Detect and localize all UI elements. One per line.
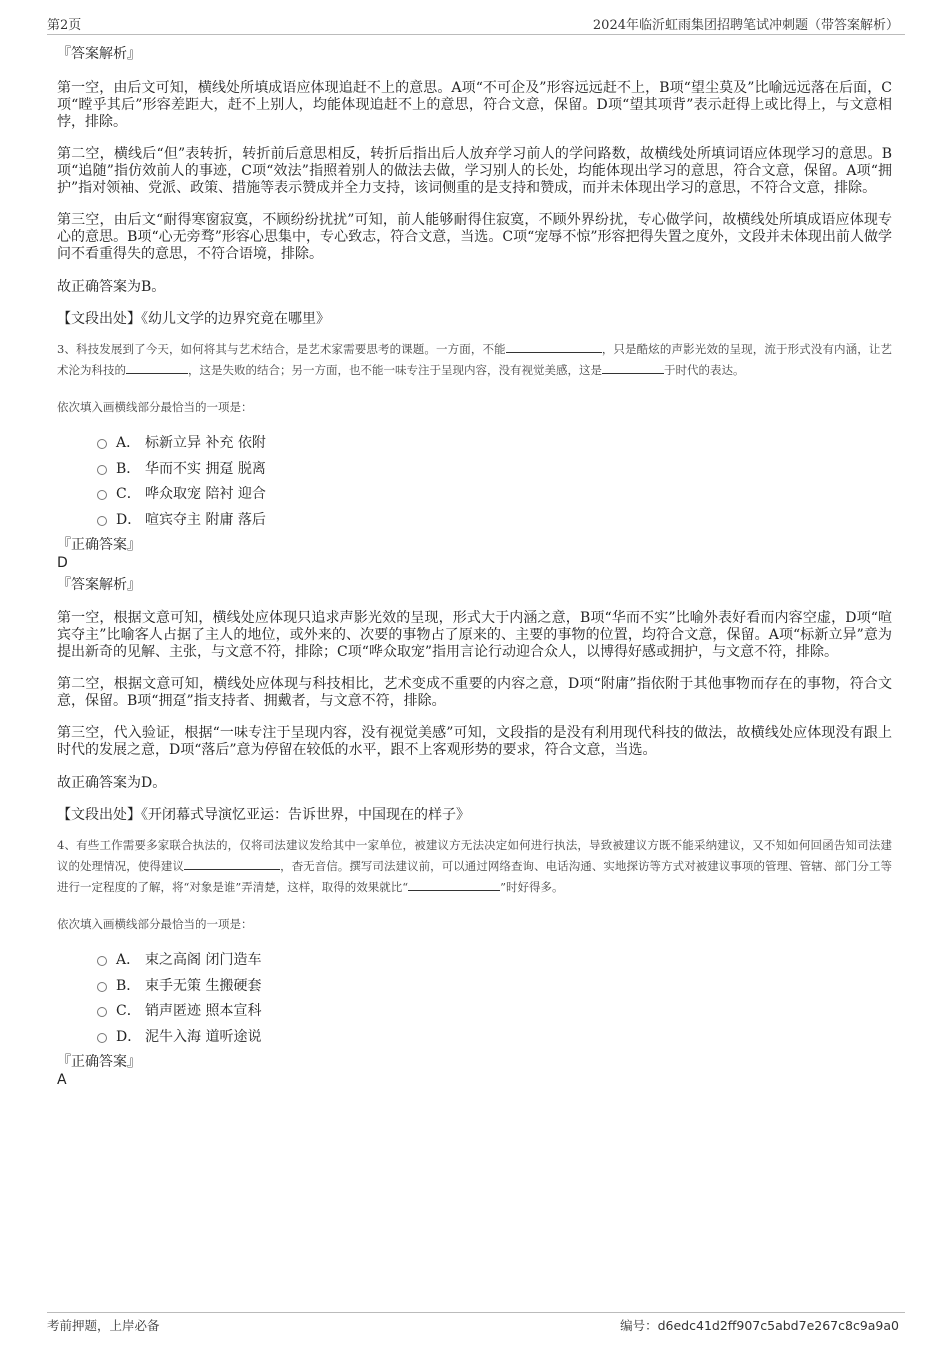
radio-icon[interactable] xyxy=(97,439,107,449)
correct-answer: A xyxy=(57,1072,67,1088)
option-b[interactable]: B． 华而不实 拥趸 脱离 xyxy=(57,457,892,483)
page-footer xyxy=(47,1312,905,1333)
radio-icon[interactable] xyxy=(97,982,107,992)
correct-answer: D xyxy=(57,555,68,571)
question-stem: 4、有些工作需要多家联合执法的，仅将司法建议发给其中一家单位，被建议方无法决定如何进行执法，导致被建议方既不能采纳建议，又不知如何回函告知司法建议的处理情况，使得建议 ，杳无音信。撰写司法建议前，可以通过网络查询、电话沟通、实地探访等方式对被建议事项的管理、管辖、部门分工等进行一定程度的了解，将“对象是谁”弄清楚，这样，取得的效果就比“ ”时好得多。 xyxy=(57,838,892,894)
source-citation: 【文段出处】《幼儿文学的边界究竟在哪里》 xyxy=(57,311,330,327)
option-c[interactable]: C． 哗众取宠 陪衬 迎合 xyxy=(57,482,892,508)
blank-instruction: 依次填入画横线部分最恰当的一项是： xyxy=(57,400,253,414)
analysis-paragraph: 第一空，根据文意可知，横线处应体现只追求声影光效的呈现，形式大于内涵之意，B项“华而不实”比喻外表好看而内容空虚，D项“喧宾夺主”比喻客人占据了主人的地位，或外来的、次要的事物占了原来的、主要的事物的位置，均符合文意，保留。A项“标新立异”意为提出新奇的见解、主张，与文意不符，排除；C项“哗众取宠”指用言论行动迎合众人，以博得好感或拥护，与文意不符，排除。 xyxy=(57,610,892,660)
option-d[interactable]: D． 喧宾夺主 附庸 落后 xyxy=(57,508,892,534)
option-a[interactable]: A． 标新立异 补充 依附 xyxy=(57,431,892,457)
radio-icon[interactable] xyxy=(97,1033,107,1043)
analysis-paragraph: 第二空，横线后“但”表转折，转折前后意思相反，转折后指出后人放弃学习前人的学问路数，故横线处所填词语应体现学习的意思。B项“追随”指仿效前人的事迹，C项“效法”指照着别人的做法去做，学习别人的长处，均能体现出学习的意思，符合文意，保留。A项“拥护”指对领袖、党派、政策、措施等表示赞成并全力支持，该词侧重的是支持和赞成，而并未体现出学习的意思，不符合文意，排除。 xyxy=(57,146,892,196)
option-d[interactable]: D． 泥牛入海 道听途说 xyxy=(57,1025,892,1051)
conclusion: 故正确答案为B。 xyxy=(57,279,166,295)
footer-slogan: 考前押题，上岸必备 xyxy=(47,1318,160,1333)
answer-label: 『正确答案』 xyxy=(57,1054,141,1070)
option-c[interactable]: C． 销声匿迹 照本宣科 xyxy=(57,999,892,1025)
conclusion: 故正确答案为D。 xyxy=(57,775,167,791)
blank-line xyxy=(408,878,500,891)
document-code: 编号：d6edc41d2ff907c5abd7e267c8c9a9a0 xyxy=(620,1318,899,1333)
radio-icon[interactable] xyxy=(97,1007,107,1017)
analysis-paragraph: 第三空，由后文“耐得寒窗寂寞，不顾纷纷扰扰”可知，前人能够耐得住寂寞，不顾外界纷扰，专心做学问，故横线处所填成语应体现专心的意思。B项“心无旁骛”形容心思集中，专心致志，符合文意，当选。C项“宠辱不惊”形容把得失置之度外，文段并未体现出前人做学问不看重得失的意思，不符合语境，排除。 xyxy=(57,212,892,262)
answer-label: 『正确答案』 xyxy=(57,537,141,553)
radio-icon[interactable] xyxy=(97,465,107,475)
document-title: 2024年临沂虹雨集团招聘笔试冲刺题（带答案解析） xyxy=(592,18,899,33)
analysis-paragraph: 第二空，根据文意可知，横线处应体现与科技相比，艺术变成不重要的内容之意，D项“附庸”指依附于其他事物而存在的事物，符合文意，保留。B项“拥趸”指支持者、拥戴者，与文意不符，排除。 xyxy=(57,676,892,709)
radio-icon[interactable] xyxy=(97,516,107,526)
source-citation: 【文段出处】《开闭幕式导演忆亚运：告诉世界，中国现在的样子》 xyxy=(57,807,470,823)
radio-icon[interactable] xyxy=(97,490,107,500)
question-stem: 3、科技发展到了今天，如何将其与艺术结合，是艺术家需要思考的课题。一方面，不能 ，只是酷炫的声影光效的呈现，流于形式没有内涵，让艺术沦为科技的 ，这是失败的结合；另一方面，也不能一味专注于呈现内容，没有视觉美感，这是 于时代的表达。 xyxy=(57,342,893,377)
option-b[interactable]: B． 束手无策 生搬硬套 xyxy=(57,974,892,1000)
blank-line xyxy=(602,361,664,374)
option-a[interactable]: A． 束之高阁 闭门造车 xyxy=(57,948,892,974)
blank-line xyxy=(184,857,280,870)
blank-line xyxy=(126,361,188,374)
analysis-paragraph: 第三空，代入验证，根据“一味专注于呈现内容，没有视觉美感”可知，文段指的是没有利用现代科技的做法，故横线处应体现没有跟上时代的发展之意，D项“落后”意为停留在较低的水平，跟不上客观形势的要求，符合文意，当选。 xyxy=(57,725,892,758)
analysis-paragraph: 第一空，由后文可知，横线处所填成语应体现追赶不上的意思。A项“不可企及”形容远远赶不上，B项“望尘莫及”比喻远远落在后面，C项“瞠乎其后”形容差距大，赶不上别人，均能体现追赶不上的意思，符合文意，保留。D项“望其项背”表示赶得上或比得上，与文意相悖，排除。 xyxy=(57,80,892,130)
option-list xyxy=(57,948,892,1050)
page-number: 第2页 xyxy=(47,18,82,33)
analysis-label: 『答案解析』 xyxy=(57,577,141,593)
analysis-label: 『答案解析』 xyxy=(57,46,141,62)
option-list xyxy=(57,431,892,533)
radio-icon[interactable] xyxy=(97,956,107,966)
page-content xyxy=(57,44,892,1089)
blank-line xyxy=(506,340,602,353)
blank-instruction: 依次填入画横线部分最恰当的一项是： xyxy=(57,917,253,931)
page-header xyxy=(47,12,905,35)
